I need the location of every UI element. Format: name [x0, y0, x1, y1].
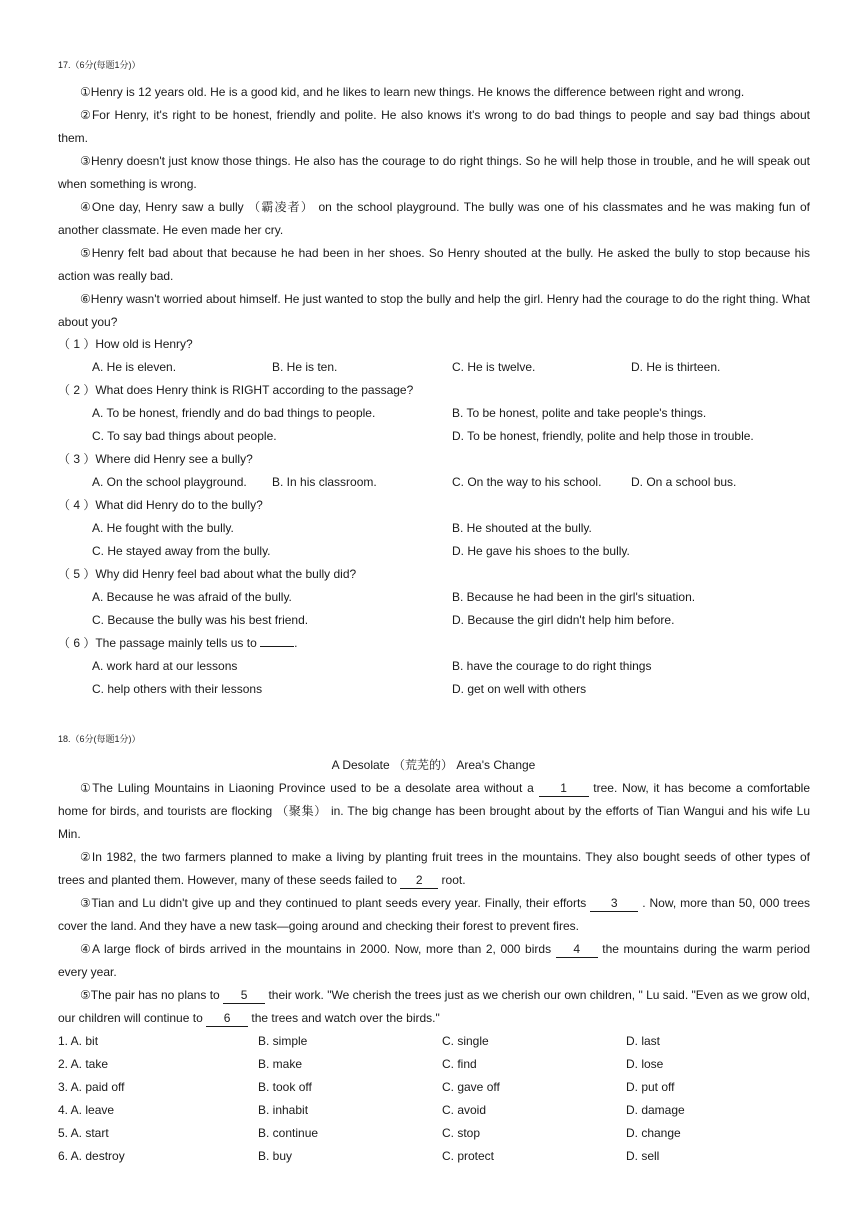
question-6-period: . — [294, 636, 298, 650]
option-a[interactable]: 2. A. take — [58, 1057, 109, 1071]
option-a[interactable]: 3. A. paid off — [58, 1080, 125, 1094]
cloze-text: their work. "We cherish the trees just as we cherish our own children, " Lu said. "Even as we grow old, our children will continue to — [58, 988, 810, 1025]
cloze-text: root. — [438, 873, 466, 887]
question-3-text: （ 3 ）Where did Henry see a bully? — [58, 452, 253, 466]
option-a[interactable]: A. He fought with the bully. — [92, 521, 234, 535]
option-a[interactable]: 1. A. bit — [58, 1034, 99, 1048]
option-b[interactable]: B. He is ten. — [272, 360, 338, 374]
passage-paragraph-3: ③Henry doesn't just know those things. He also has the courage to do right things. So he will help those in trouble, and he will speak out when something is wrong. — [58, 154, 810, 191]
option-c[interactable]: C. single — [442, 1034, 489, 1048]
option-a[interactable]: A. On the school playground. — [92, 475, 247, 489]
question-6-options-row-1 — [0, 655, 867, 678]
question-4-options-row-2 — [0, 540, 867, 563]
question-1 — [0, 333, 867, 356]
cloze-options-5 — [0, 1122, 867, 1145]
cloze-paragraph-4 — [58, 938, 810, 984]
option-b[interactable]: B. Because he had been in the girl's situation. — [452, 590, 696, 604]
option-d[interactable]: D. He gave his shoes to the bully. — [452, 544, 630, 558]
question-1-options — [0, 356, 867, 379]
option-d[interactable]: D. sell — [626, 1149, 660, 1163]
option-d[interactable]: D. damage — [626, 1103, 685, 1117]
cloze-blank-2[interactable]: 2 — [400, 873, 438, 889]
cloze-options-3 — [0, 1076, 867, 1099]
option-b[interactable]: B. simple — [258, 1034, 308, 1048]
passage-paragraph-1: ①Henry is 12 years old. He is a good kid, and he likes to learn new things. He knows the difference between right and wrong. — [80, 85, 745, 99]
question-5-options-row-1 — [0, 586, 867, 609]
cloze-blank-6[interactable]: 6 — [206, 1011, 248, 1027]
option-b[interactable]: B. buy — [258, 1149, 293, 1163]
option-b[interactable]: B. have the courage to do right things — [452, 659, 652, 673]
passage-paragraph-5: ⑤Henry felt bad about that because he had been in her shoes. So Henry shouted at the bully. He asked the bully to stop because his action was really bad. — [58, 246, 810, 283]
cloze-text: the mountains during the warm period every year. — [58, 942, 811, 979]
cloze-blank-5[interactable]: 5 — [223, 988, 265, 1004]
question-3-options — [0, 471, 867, 494]
cloze-text: ①The Luling Mountains in Liaoning Province used to be a desolate area without a — [80, 781, 539, 795]
option-c[interactable]: C. He stayed away from the bully. — [92, 544, 271, 558]
question-2-options-row-1 — [0, 402, 867, 425]
option-a[interactable]: 5. A. start — [58, 1126, 109, 1140]
question-6-options-row-2 — [0, 678, 867, 701]
cloze-options-1 — [0, 1030, 867, 1053]
question-2 — [0, 379, 867, 402]
cloze-paragraph-3 — [58, 892, 810, 938]
option-d[interactable]: D. To be honest, friendly, polite and help those in trouble. — [452, 429, 754, 443]
cloze-text: . Now, more than 50, 000 trees cover the land. And they have a new task—going around and checking their forest to prevent fires. — [58, 896, 810, 933]
option-d[interactable]: D. He is thirteen. — [631, 360, 721, 374]
cloze-paragraph-2 — [58, 846, 810, 892]
option-c[interactable]: C. gave off — [442, 1080, 500, 1094]
option-d[interactable]: D. Because the girl didn't help him before. — [452, 613, 675, 627]
question-4-text: （ 4 ）What did Henry do to the bully? — [58, 498, 263, 512]
question-2-text: （ 2 ）What does Henry think is RIGHT according to the passage? — [58, 383, 414, 397]
question-18-header: 18.（6分(每题1分)） — [58, 734, 141, 744]
option-b[interactable]: B. He shouted at the bully. — [452, 521, 592, 535]
question-6 — [0, 632, 867, 655]
option-c[interactable]: C. stop — [442, 1126, 481, 1140]
question-3 — [0, 448, 867, 471]
option-d[interactable]: D. On a school bus. — [631, 475, 737, 489]
question-1-text: （ 1 ）How old is Henry? — [58, 337, 193, 351]
cloze-text: ⑤The pair has no plans to — [80, 988, 224, 1002]
cloze-options-4 — [0, 1099, 867, 1122]
cloze-text: the trees and watch over the birds." — [248, 1011, 440, 1025]
cloze-blank-4[interactable]: 4 — [556, 942, 598, 958]
question-4-options-row-1 — [0, 517, 867, 540]
option-b[interactable]: B. inhabit — [258, 1103, 309, 1117]
question-17-header: 17.（6分(每题1分)） — [58, 60, 141, 70]
option-c[interactable]: C. protect — [442, 1149, 495, 1163]
option-a[interactable]: A. To be honest, friendly and do bad things to people. — [92, 406, 376, 420]
cloze-text: ③Tian and Lu didn't give up and they continued to plant seeds every year. Finally, their efforts — [80, 896, 591, 910]
option-a[interactable]: A. work hard at our lessons — [92, 659, 238, 673]
question-2-options-row-2 — [0, 425, 867, 448]
option-b[interactable]: B. took off — [258, 1080, 312, 1094]
option-b[interactable]: B. To be honest, polite and take people's things. — [452, 406, 707, 420]
cloze-options-2 — [0, 1053, 867, 1076]
option-d[interactable]: D. last — [626, 1034, 661, 1048]
passage-paragraph-6: ⑥Henry wasn't worried about himself. He just wanted to stop the bully and help the girl. Henry had the courage to do the right thing. What about you? — [58, 292, 810, 329]
cloze-blank-1[interactable]: 1 — [539, 781, 589, 797]
answer-blank[interactable] — [260, 634, 294, 647]
question-4 — [0, 494, 867, 517]
option-c[interactable]: C. He is twelve. — [452, 360, 536, 374]
option-a[interactable]: A. He is eleven. — [92, 360, 177, 374]
question-5 — [0, 563, 867, 586]
option-c[interactable]: C. find — [442, 1057, 477, 1071]
cloze-options-6 — [0, 1145, 867, 1168]
cloze-text: ②In 1982, the two farmers planned to make a living by planting fruit trees in the mountains. They also bought seeds of other types of trees and planted them. However, many of these seeds failed to — [58, 850, 810, 887]
option-c[interactable]: C. help others with their lessons — [92, 682, 263, 696]
option-c[interactable]: C. On the way to his school. — [452, 475, 602, 489]
option-a[interactable]: 6. A. destroy — [58, 1149, 125, 1163]
cloze-text: ④A large flock of birds arrived in the mountains in 2000. Now, more than 2, 000 birds — [80, 942, 556, 956]
option-c[interactable]: C. To say bad things about people. — [92, 429, 277, 443]
option-b[interactable]: B. make — [258, 1057, 303, 1071]
option-b[interactable]: B. In his classroom. — [272, 475, 377, 489]
passage-title: A Desolate （荒芜的） Area's Change — [331, 758, 536, 772]
option-d[interactable]: D. change — [626, 1126, 681, 1140]
option-d[interactable]: D. get on well with others — [452, 682, 587, 696]
option-d[interactable]: D. put off — [626, 1080, 675, 1094]
question-5-text: （ 5 ）Why did Henry feel bad about what the bully did? — [58, 567, 357, 581]
option-a[interactable]: A. Because he was afraid of the bully. — [92, 590, 292, 604]
cloze-paragraph-1 — [58, 777, 810, 846]
cloze-text: tree. Now, it has become a comfortable home for birds, and tourists are flocking （聚集） in. The big change has been brought about by the efforts of Tian Wangui and his wife Lu Min. — [58, 781, 810, 841]
question-6-text: （ 6 ）The passage mainly tells us to — [58, 636, 257, 650]
option-c[interactable]: C. Because the bully was his best friend. — [92, 613, 309, 627]
question-6-text-wrap — [58, 632, 297, 655]
cloze-paragraph-5 — [58, 984, 810, 1030]
passage-paragraph-2: ②For Henry, it's right to be honest, friendly and polite. He also knows it's wrong to do bad things to people and say bad things about them. — [58, 108, 810, 145]
option-a[interactable]: 4. A. leave — [58, 1103, 115, 1117]
question-5-options-row-2 — [0, 609, 867, 632]
option-c[interactable]: C. avoid — [442, 1103, 487, 1117]
passage-paragraph-4: ④One day, Henry saw a bully （霸凌者） on the school playground. The bully was one of his classmates and he was making fun of another classmate. He even made her cry. — [58, 200, 810, 237]
cloze-blank-3[interactable]: 3 — [590, 896, 638, 912]
option-d[interactable]: D. lose — [626, 1057, 664, 1071]
option-b[interactable]: B. continue — [258, 1126, 319, 1140]
